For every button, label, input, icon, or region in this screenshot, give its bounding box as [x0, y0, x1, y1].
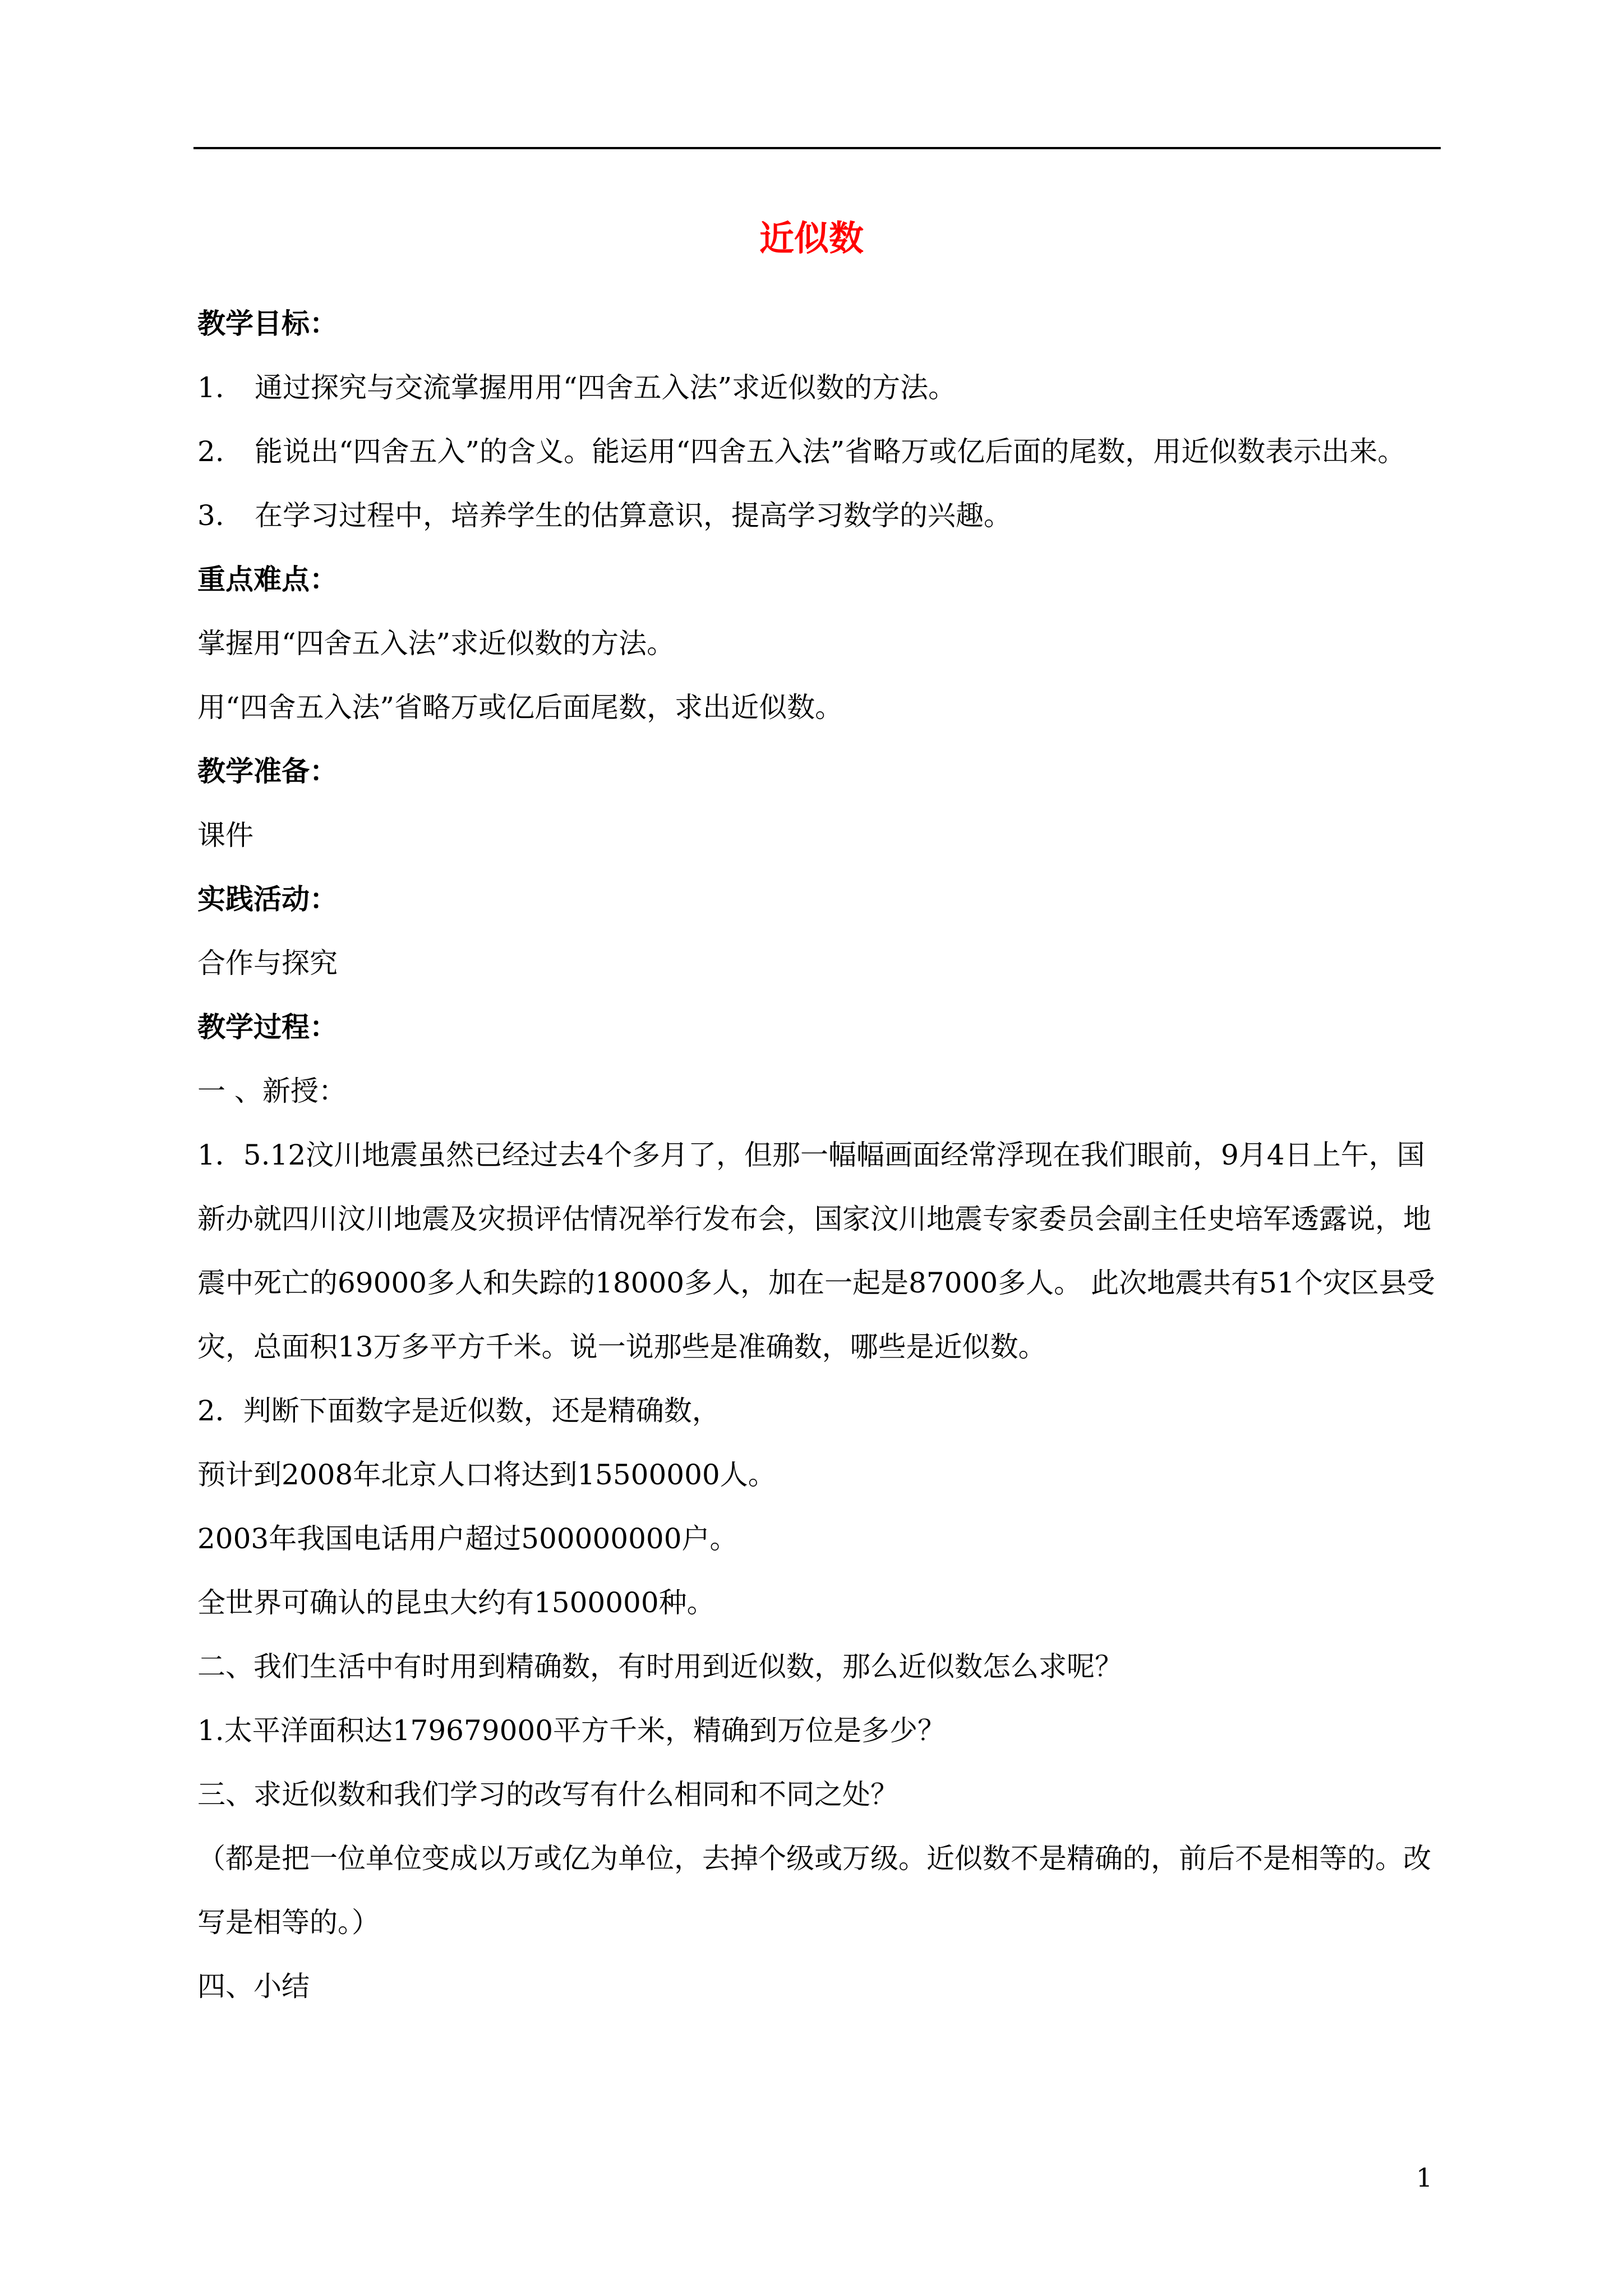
- judge-item-3: 全世界可确认的昆虫大约有1500000种。: [197, 1586, 715, 1619]
- goal-number: 3.: [197, 499, 224, 532]
- goal-item-2: [197, 420, 1445, 484]
- activity-heading: 实践活动：: [197, 882, 338, 915]
- goal-text: 能说出“四舍五入”的含义。能运用“四舍五入法”省略万或亿后面的尾数，用近似数表示出来。: [255, 435, 1406, 468]
- page-number: 1: [1416, 2162, 1433, 2193]
- key-points-heading: 重点难点：: [197, 563, 338, 596]
- goal-number: 2.: [197, 435, 224, 468]
- paragraph-judge: 2．判断下面数字是近似数，还是精确数，: [197, 1395, 720, 1427]
- preparation-text: 课件: [197, 819, 253, 852]
- key-point-2: 用“四舍五入法”省略万或亿后面尾数，求出近似数。: [197, 691, 843, 724]
- goal-text: 在学习过程中，培养学生的估算意识，提高学习数学的兴趣。: [255, 499, 1012, 532]
- header-rule: [193, 147, 1441, 149]
- goal-text: 通过探究与交流掌握用用“四舍五入法”求近似数的方法。: [255, 371, 957, 404]
- process-heading: 教学过程：: [197, 1010, 338, 1043]
- goals-heading: 教学目标：: [197, 307, 338, 340]
- part3-title: 三、求近似数和我们学习的改写有什么相同和不同之处？: [197, 1778, 898, 1811]
- part3-note: （都是把一位单位变成以万或亿为单位，去掉个级或万级。近似数不是精确的，前后不是相等的。改写是相等的。）: [197, 1842, 1431, 1939]
- document-title: 近似数: [759, 218, 864, 259]
- key-point-1: 掌握用“四舍五入法”求近似数的方法。: [197, 627, 675, 660]
- part2-title: 二、我们生活中有时用到精确数，有时用到近似数，那么近似数怎么求呢？: [197, 1650, 1123, 1683]
- part4-title: 四、小结: [197, 1970, 310, 2003]
- part1-title: 一 、新授：: [197, 1075, 347, 1107]
- judge-item-2: 2003年我国电话用户超过500000000户。: [197, 1522, 738, 1555]
- part2-item: 1.太平洋面积达179679000平方千米，精确到万位是多少？: [197, 1714, 946, 1747]
- goal-item-3: [197, 484, 1445, 547]
- goal-number: 1.: [197, 371, 224, 404]
- activity-text: 合作与探究: [197, 947, 338, 979]
- paragraph-earthquake: 1．5.12汶川地震虽然已经过去4个多月了，但那一幅幅画面经常浮现在我们眼前，9月4日上午，国新办就四川汶川地震及灾损评估情况举行发布会，国家汶川地震专家委员会副主任史培军透露说，地震中死亡的69000多人和失踪的18000多人，加在一起是87000多人。 此次地震共有51个灾区县受灾，总面积13万多平方千米。说一说那些是准确数，哪些是近似数。: [197, 1139, 1435, 1363]
- goal-item-1: [197, 356, 1445, 420]
- judge-item-1: 预计到2008年北京人口将达到15500000人。: [197, 1458, 776, 1491]
- document-body: [197, 292, 1445, 2018]
- preparation-heading: 教学准备：: [197, 754, 338, 788]
